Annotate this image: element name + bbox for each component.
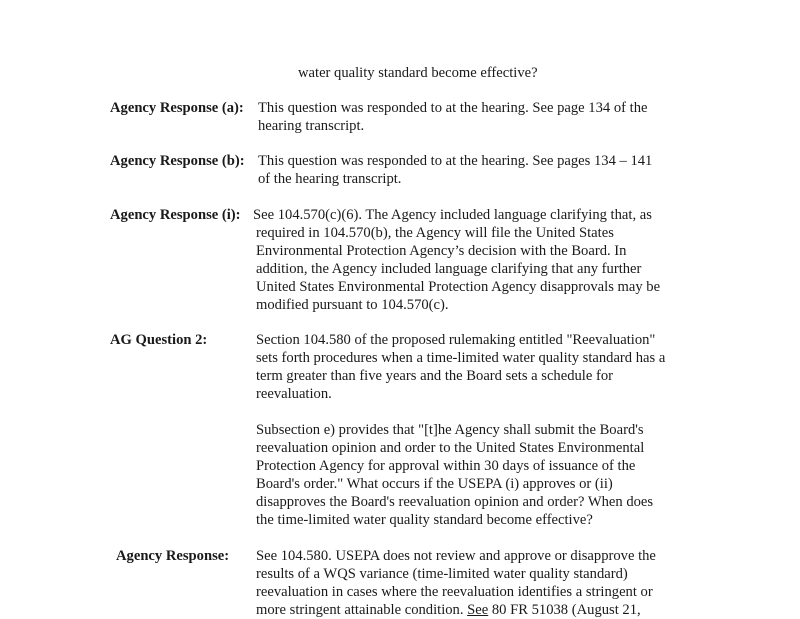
response-i-line: United States Environmental Protection Agency disapprovals may be [256, 279, 661, 295]
ag-question-2-line: reevaluation. [256, 386, 332, 402]
ag-question-2-line: the time-limited water quality standard become effective? [256, 512, 593, 528]
ag-question-2-line: disapproves the Board's reevaluation opinion and order? When does [256, 494, 654, 510]
agency-response-line: results of a WQS variance (time-limited water quality standard) [256, 566, 628, 582]
ag-question-2-line: Subsection e) provides that "[t]he Agency shall submit the Board's [256, 422, 644, 438]
response-b-line: of the hearing transcript. [258, 171, 402, 187]
ag-question-2-line: term greater than five years and the Board sets a schedule for [256, 368, 613, 384]
response-a-label: Agency Response (a): [110, 100, 244, 116]
ag-question-2-label: AG Question 2: [110, 332, 208, 348]
response-i-line: See 104.570(c)(6). The Agency included language clarifying that, as [253, 207, 652, 223]
see-citation-link: See [467, 602, 489, 618]
ag-question-2-line: Section 104.580 of the proposed rulemaking entitled "Reevaluation" [256, 332, 656, 348]
agency-response-line-suffix: 80 FR 51038 (August 21, [488, 602, 641, 618]
response-i-line: addition, the Agency included language clarifying that any further [256, 261, 642, 277]
response-i-line: required in 104.570(b), the Agency will file the United States [256, 225, 614, 241]
agency-response-line [256, 601, 641, 619]
ag-question-2-line: Board's order." What occurs if the USEPA (i) approves or (ii) [256, 476, 613, 492]
response-a-line: This question was responded to at the hearing. See page 134 of the [258, 100, 648, 116]
agency-response-line: reevaluation in cases where the reevaluation identifies a stringent or [256, 584, 653, 600]
response-b-line: This question was responded to at the hearing. See pages 134 – 141 [258, 153, 653, 169]
agency-response-line-prefix: more stringent attainable condition. [256, 602, 468, 618]
agency-response-line: See 104.580. USEPA does not review and approve or disapprove the [256, 548, 656, 564]
response-i-line: Environmental Protection Agency’s decision with the Board. In [256, 243, 627, 259]
ag-question-2-line: reevaluation opinion and order to the United States Environmental [256, 440, 645, 456]
response-b-label: Agency Response (b): [110, 153, 245, 169]
response-i-label: Agency Response (i): [110, 207, 241, 223]
agency-response-label: Agency Response: [116, 548, 230, 564]
response-i-line: modified pursuant to 104.570(c). [256, 297, 449, 313]
ag-question-2-line: Protection Agency for approval within 30 days of issuance of the [256, 458, 636, 474]
ag-question-2-line: sets forth procedures when a time-limited water quality standard has a [256, 350, 666, 366]
response-a-line: hearing transcript. [258, 118, 365, 134]
continuation-line: water quality standard become effective? [298, 65, 538, 81]
